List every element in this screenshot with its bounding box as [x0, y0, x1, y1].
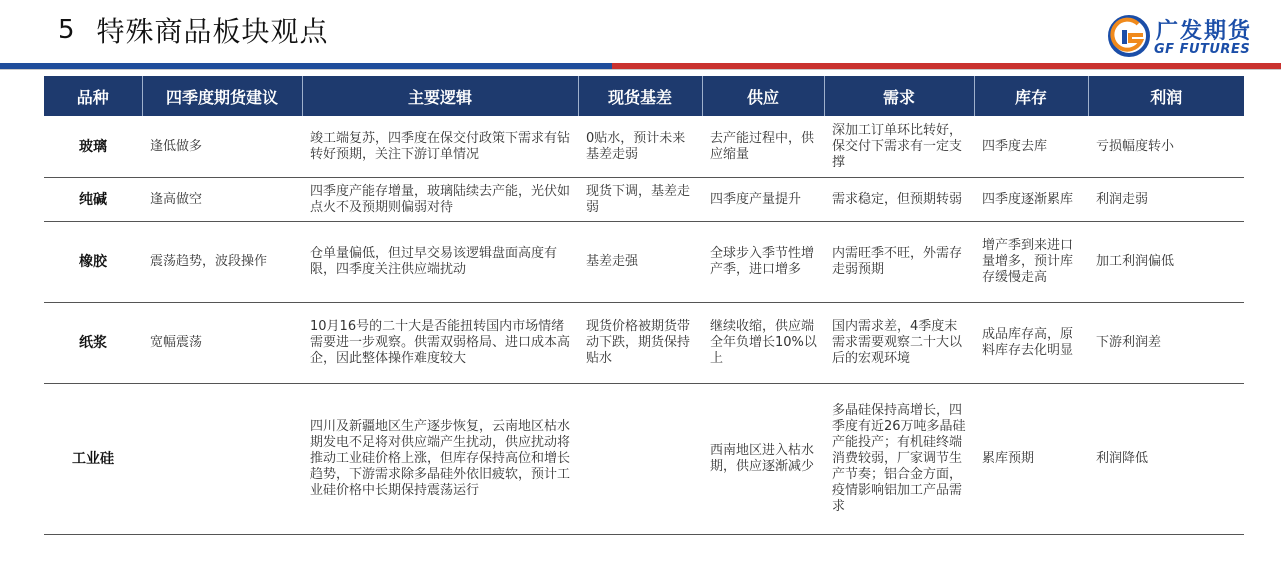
- cell-supply: 去产能过程中，供应缩量: [702, 116, 824, 178]
- cell-basis: 现货下调，基差走弱: [578, 178, 702, 222]
- slide-title-bar: [58, 10, 329, 50]
- gf-futures-logo: [1108, 12, 1268, 62]
- column-header-supply: 供应: [702, 76, 824, 116]
- table-row: [44, 303, 1244, 384]
- cell-profit: 利润走弱: [1088, 178, 1244, 222]
- cell-demand: 需求稳定，但预期转弱: [824, 178, 974, 222]
- table-row: [44, 222, 1244, 303]
- cell-inventory: 成品库存高，原料库存去化明显: [974, 303, 1088, 384]
- logo-text-cn: 广发期货: [1156, 19, 1253, 44]
- commodity-outlook-table: [44, 76, 1244, 535]
- table-header-row: [44, 76, 1244, 116]
- cell-inventory: 累库预期: [974, 384, 1088, 535]
- column-header-logic: 主要逻辑: [302, 76, 578, 116]
- cell-logic: 四季度产能存增量，玻璃陆续去产能，光伏如点火不及预期则偏弱对待: [302, 178, 578, 222]
- cell-inventory: 增产季到来进口量增多，预计库存缓慢走高: [974, 222, 1088, 303]
- cell-basis: [578, 384, 702, 535]
- cell-demand: 内需旺季不旺，外需存走弱预期: [824, 222, 974, 303]
- gf-logo-icon: [1108, 15, 1150, 57]
- cell-inventory: 四季度逐渐累库: [974, 178, 1088, 222]
- cell-advice: [142, 384, 302, 535]
- column-header-inventory: 库存: [974, 76, 1088, 116]
- cell-demand: 多晶硅保持高增长，四季度有近26万吨多晶硅产能投产；有机硅终端消费较弱，厂家调节生产节奏；铝合金方面，疫情影响铝加工产品需求: [824, 384, 974, 535]
- logo-text-en: GF FUTURES: [1154, 42, 1251, 57]
- cell-variety: 工业硅: [44, 384, 142, 535]
- table-row: [44, 178, 1244, 222]
- cell-demand: 国内需求差，4季度末需求需要观察二十大以后的宏观环境: [824, 303, 974, 384]
- cell-profit: 下游利润差: [1088, 303, 1244, 384]
- cell-variety: 纯碱: [44, 178, 142, 222]
- cell-logic: 10月16号的二十大是否能扭转国内市场情绪需要进一步观察。供需双弱格局、进口成本高企，因此整体操作难度较大: [302, 303, 578, 384]
- cell-advice: 震荡趋势，波段操作: [142, 222, 302, 303]
- cell-basis: 现货价格被期货带动下跌，期货保持贴水: [578, 303, 702, 384]
- cell-variety: 纸浆: [44, 303, 142, 384]
- table-row: [44, 116, 1244, 178]
- cell-profit: 利润降低: [1088, 384, 1244, 535]
- cell-variety: 橡胶: [44, 222, 142, 303]
- column-header-advice: 四季度期货建议: [142, 76, 302, 116]
- divider-thin-line: [0, 69, 1281, 70]
- cell-logic: 仓单量偏低，但过早交易该逻辑盘面高度有限，四季度关注供应端扰动: [302, 222, 578, 303]
- column-header-profit: 利润: [1088, 76, 1244, 116]
- cell-basis: 0贴水，预计未来基差走弱: [578, 116, 702, 178]
- section-number: 5: [58, 15, 75, 45]
- cell-advice: 宽幅震荡: [142, 303, 302, 384]
- cell-supply: 四季度产量提升: [702, 178, 824, 222]
- cell-inventory: 四季度去库: [974, 116, 1088, 178]
- cell-supply: 西南地区进入枯水期，供应逐渐减少: [702, 384, 824, 535]
- cell-logic: 四川及新疆地区生产逐步恢复，云南地区枯水期发电不足将对供应端产生扰动，供应扰动将推动工业硅价格上涨，但库存保持高位和增长趋势，下游需求除多晶硅外依旧疲软，预计工业硅价格中长期保持震荡运行: [302, 384, 578, 535]
- cell-logic: 竣工端复苏，四季度在保交付政策下需求有钻转好预期，关注下游订单情况: [302, 116, 578, 178]
- cell-supply: 继续收缩，供应端全年负增长10%以上: [702, 303, 824, 384]
- column-header-demand: 需求: [824, 76, 974, 116]
- cell-advice: 逢高做空: [142, 178, 302, 222]
- cell-demand: 深加工订单环比转好，保交付下需求有一定支撑: [824, 116, 974, 178]
- cell-basis: 基差走强: [578, 222, 702, 303]
- cell-profit: 亏损幅度转小: [1088, 116, 1244, 178]
- cell-variety: 玻璃: [44, 116, 142, 178]
- column-header-variety: 品种: [44, 76, 142, 116]
- cell-profit: 加工利润偏低: [1088, 222, 1244, 303]
- cell-supply: 全球步入季节性增产季，进口增多: [702, 222, 824, 303]
- page-title: 特殊商品板块观点: [96, 15, 329, 48]
- table-row: [44, 384, 1244, 535]
- cell-advice: 逢低做多: [142, 116, 302, 178]
- column-header-basis: 现货基差: [578, 76, 702, 116]
